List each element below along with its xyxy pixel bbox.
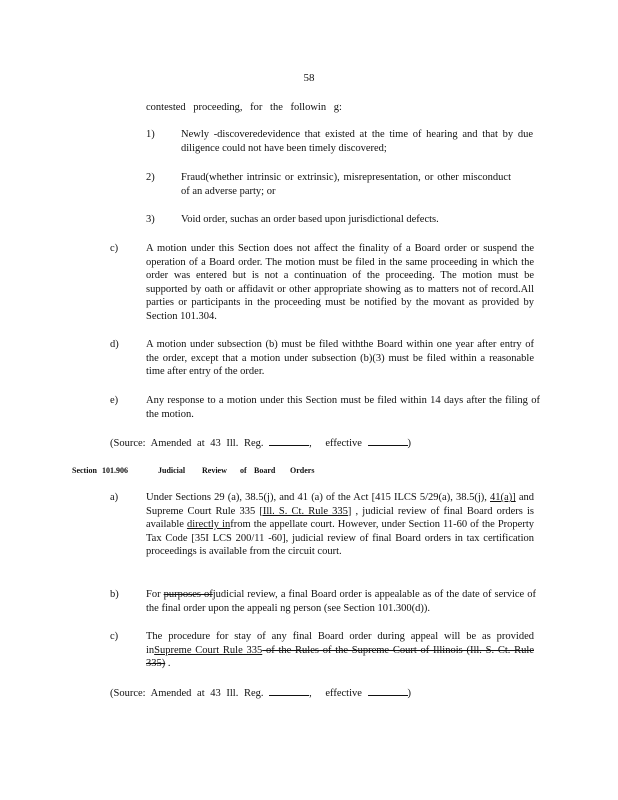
section-title-word-2: Review	[202, 466, 227, 475]
sec-a-part-3: , judicial review of final Board orders is available	[146, 505, 535, 530]
sec-c-part-2: .	[165, 658, 171, 669]
source-2-close: )	[407, 688, 412, 699]
sec-b-deleted-1: purposes of	[163, 589, 213, 600]
sec-b-part-1: For	[146, 589, 164, 600]
sec-a-inserted-3: directly in	[186, 519, 231, 530]
source-1-effective: effective	[325, 438, 362, 449]
para-e-text: Any response to a motion under this Section must be filed within 14 days after the filing of the motion.	[146, 395, 540, 420]
section-title-word-3: of	[240, 466, 247, 475]
sec-b-label: b)	[110, 589, 119, 600]
list-item-2-label: 2)	[146, 172, 155, 183]
sec-c-part-1: The procedure for stay of any final Board order during appeal will be as provided in	[146, 631, 534, 656]
para-d-label: d)	[110, 339, 119, 350]
sec-a-inserted-2: [Ill. S. Ct. Rule 335]	[259, 505, 352, 517]
list-item-1-label: 1)	[146, 129, 155, 140]
source-2-prefix: (Source: Amended at 43 Ill. Reg.	[110, 688, 264, 699]
para-d-text: A motion under subsection (b) must be filed withthe Board within one year after entry of the order, except that a motion under subsection (b)(3) must be filed within a reasonable time after entry of the order.	[146, 339, 534, 377]
sec-a-inserted-1: 41(a)]	[490, 492, 516, 503]
list-item-2-text: Fraud(whether intrinsic or extrinsic), misrepresentation, or other misconduct of an adverse party; or	[181, 172, 511, 197]
sec-a-label: a)	[110, 492, 119, 503]
section-title-word-5: Orders	[290, 466, 315, 475]
sec-a-part-2: and Supreme Court Rule 335	[146, 492, 534, 517]
sec-b-part-2: judicial review, a final Board order is appealable as of the date of service of the final order upon the appeali ng person (see Section 101.300(d)).	[146, 589, 537, 614]
section-title-word-1: Judicial	[158, 466, 186, 475]
source-1-prefix: (Source: Amended at 43 Ill. Reg.	[110, 438, 264, 449]
list-item-1-text: Newly -discoveredevidence that existed at the time of hearing and that by due diligence could not have been timely discovered;	[181, 129, 533, 154]
para-c-label: c)	[110, 243, 119, 254]
section-label: Section	[72, 466, 97, 475]
sec-c-deleted-1: of the Rules of the Supreme Court of Illinois (Ill. S. Ct. Rule 335)	[146, 644, 534, 669]
source-2-date-blank	[368, 685, 408, 696]
para-e-label: e)	[110, 395, 119, 406]
section-number: 101.906	[102, 466, 128, 475]
page-number: 58	[303, 72, 315, 84]
section-title-word-4: Board	[254, 466, 276, 475]
source-2-effective: effective	[325, 688, 362, 699]
source-2-reg-blank	[269, 685, 309, 696]
sec-c-label: c)	[110, 631, 119, 642]
source-1-close: )	[407, 438, 412, 449]
source-1-reg-blank	[269, 435, 309, 446]
sec-c-inserted-1: Supreme Court Rule 335	[154, 644, 263, 656]
sec-a-part-1: Under Sections 29 (a), 38.5(j), and 41 (a) of the Act [415 ILCS 5/29(a), 38.5(j),	[146, 492, 487, 503]
source-2-separator: ,	[309, 688, 312, 699]
sec-b-text	[146, 588, 536, 615]
para-c-text: A motion under this Section does not affect the finality of a Board order or suspend the operation of a Board order. The motion must be filed in the same proceeding in which the order was entered but is not a continuation of the proceeding. The motion must be supported by oath or affidavit or other appropriate showing as to matters not of record.All parties or participants in the proceeding must be notified by the movant as provided by Section 101.304.	[146, 243, 534, 322]
sec-a-text	[146, 491, 534, 559]
intro-text: contested proceeding, for the followin g:	[146, 102, 342, 113]
sec-a-part-4: from the appellate court. However, under Section 11-60 of the Property Tax Code [35I LCS 200/11 -60], judicial review of final Board orders in tax certification proceedings is available from the circuit court.	[146, 519, 534, 557]
list-item-3-label: 3)	[146, 214, 155, 225]
sec-c-text	[146, 630, 534, 671]
source-note-1	[110, 435, 470, 451]
source-1-separator: ,	[309, 438, 312, 449]
source-note-2	[110, 685, 470, 701]
list-item-3-text: Void order, suchas an order based upon jurisdictional defects.	[181, 214, 439, 225]
source-1-date-blank	[368, 435, 408, 446]
